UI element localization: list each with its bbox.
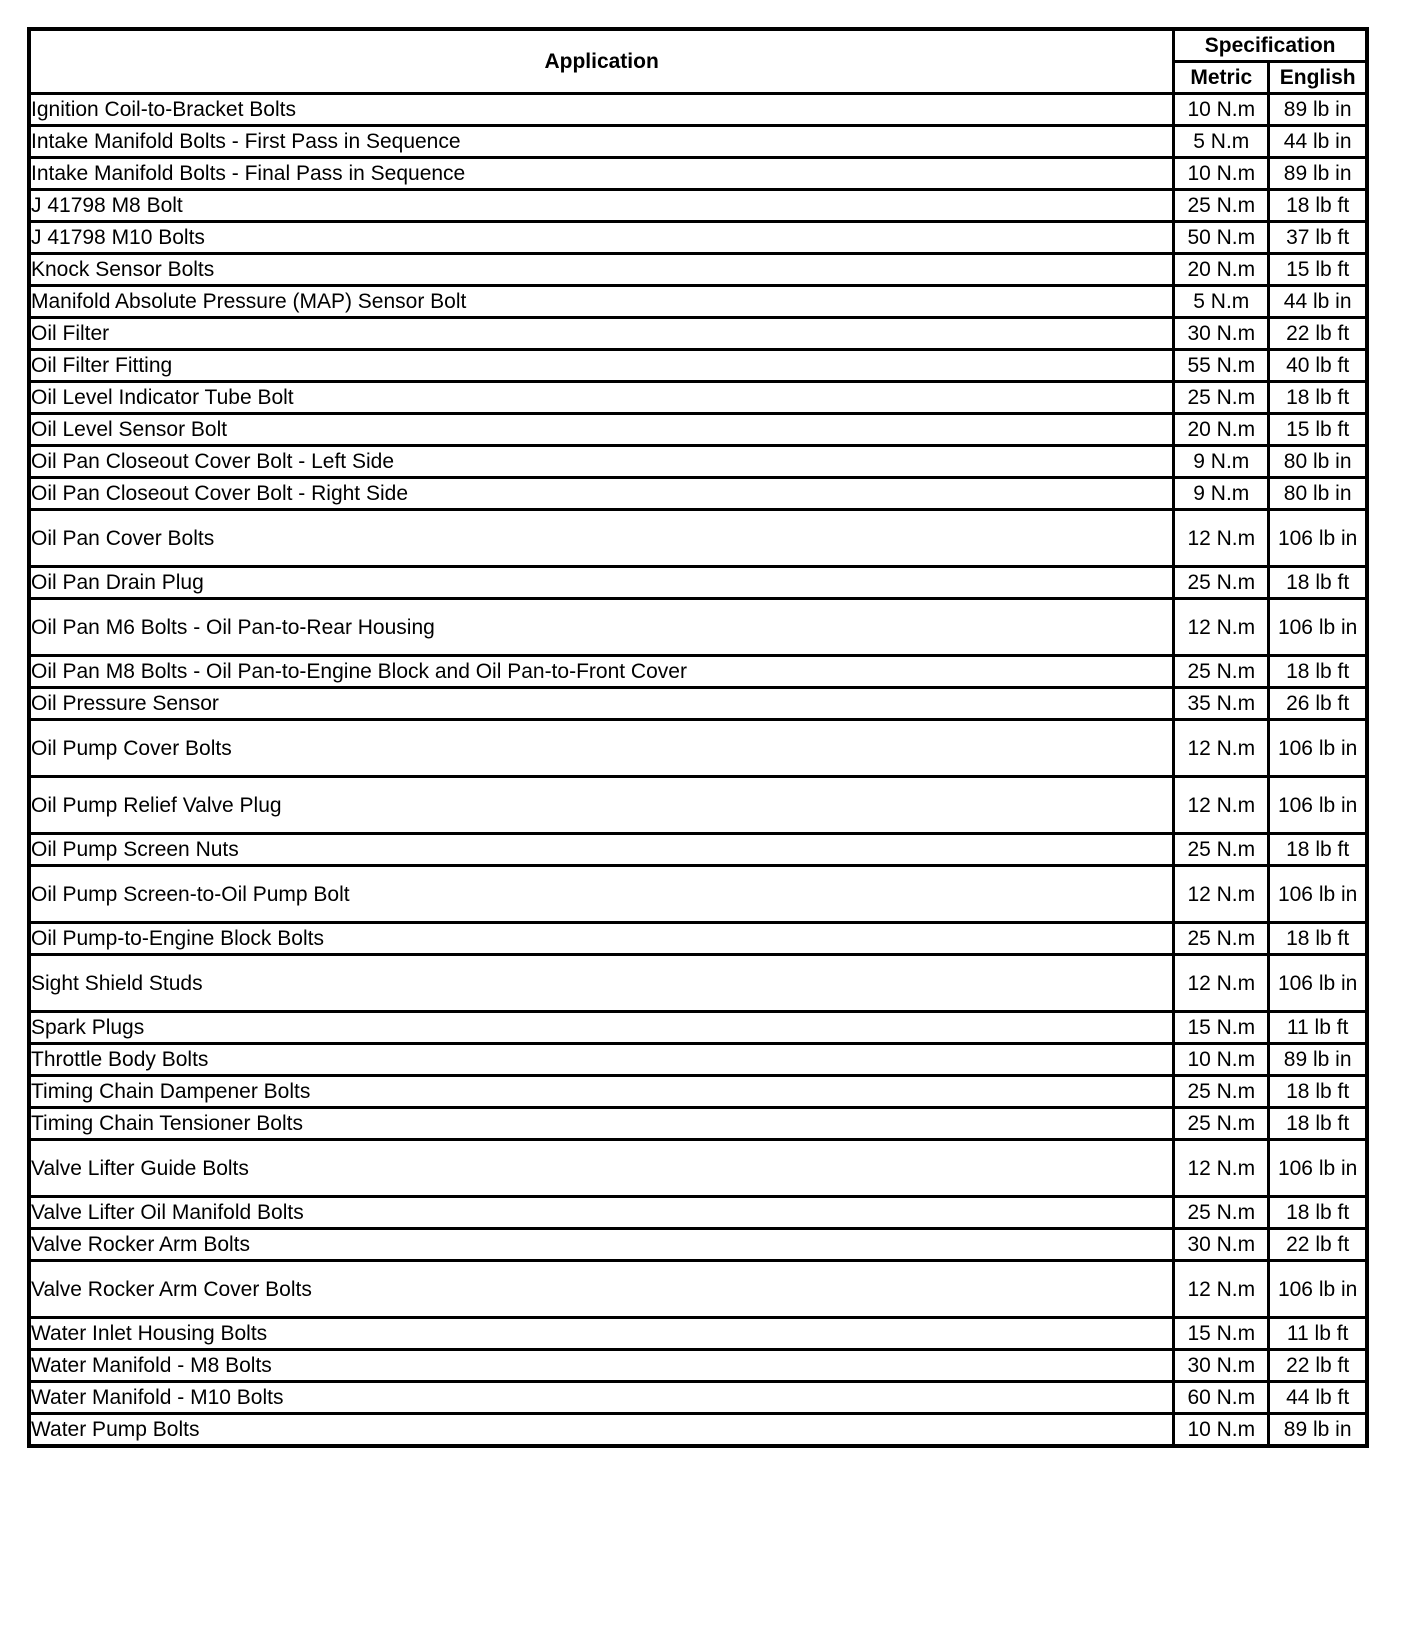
metric-value-cell: 30 N.m bbox=[1174, 318, 1269, 350]
application-cell: Oil Pan Cover Bolts bbox=[29, 510, 1174, 567]
metric-value-cell: 25 N.m bbox=[1174, 834, 1269, 866]
english-value-cell: 22 lb ft bbox=[1269, 1350, 1367, 1382]
application-cell: Intake Manifold Bolts - Final Pass in Sequence bbox=[29, 158, 1174, 190]
metric-value-cell: 5 N.m bbox=[1174, 126, 1269, 158]
metric-value-cell: 12 N.m bbox=[1174, 955, 1269, 1012]
application-cell: Oil Pan M6 Bolts - Oil Pan-to-Rear Housing bbox=[29, 599, 1174, 656]
application-cell: Intake Manifold Bolts - First Pass in Sequence bbox=[29, 126, 1174, 158]
english-value-cell: 22 lb ft bbox=[1269, 1229, 1367, 1261]
metric-value-cell: 10 N.m bbox=[1174, 94, 1269, 126]
table-row bbox=[29, 350, 1367, 382]
table-row bbox=[29, 158, 1367, 190]
english-value-cell: 18 lb ft bbox=[1269, 567, 1367, 599]
metric-value-cell: 20 N.m bbox=[1174, 254, 1269, 286]
english-value-cell: 26 lb ft bbox=[1269, 688, 1367, 720]
metric-value-cell: 12 N.m bbox=[1174, 1261, 1269, 1318]
metric-value-cell: 15 N.m bbox=[1174, 1318, 1269, 1350]
application-cell: J 41798 M10 Bolts bbox=[29, 222, 1174, 254]
metric-value-cell: 15 N.m bbox=[1174, 1012, 1269, 1044]
application-cell: Oil Filter Fitting bbox=[29, 350, 1174, 382]
application-cell: Water Pump Bolts bbox=[29, 1414, 1174, 1447]
english-value-cell: 18 lb ft bbox=[1269, 190, 1367, 222]
english-value-cell: 18 lb ft bbox=[1269, 1197, 1367, 1229]
table-header bbox=[29, 29, 1367, 94]
header-row-top bbox=[29, 29, 1367, 62]
application-cell: Oil Pump Cover Bolts bbox=[29, 720, 1174, 777]
application-cell: Spark Plugs bbox=[29, 1012, 1174, 1044]
application-column-header: Application bbox=[29, 29, 1174, 94]
application-cell: Ignition Coil-to-Bracket Bolts bbox=[29, 94, 1174, 126]
torque-spec-sheet bbox=[27, 27, 1369, 1448]
metric-value-cell: 25 N.m bbox=[1174, 1108, 1269, 1140]
table-row bbox=[29, 446, 1367, 478]
metric-value-cell: 25 N.m bbox=[1174, 1076, 1269, 1108]
table-row bbox=[29, 254, 1367, 286]
application-cell: Oil Pressure Sensor bbox=[29, 688, 1174, 720]
application-cell: Oil Pan M8 Bolts - Oil Pan-to-Engine Block and Oil Pan-to-Front Cover bbox=[29, 656, 1174, 688]
english-value-cell: 40 lb ft bbox=[1269, 350, 1367, 382]
english-value-cell: 37 lb ft bbox=[1269, 222, 1367, 254]
metric-column-header: Metric bbox=[1174, 62, 1269, 94]
table-row bbox=[29, 510, 1367, 567]
english-value-cell: 80 lb in bbox=[1269, 446, 1367, 478]
application-cell: Valve Rocker Arm Bolts bbox=[29, 1229, 1174, 1261]
application-cell: Throttle Body Bolts bbox=[29, 1044, 1174, 1076]
application-cell: Water Manifold - M8 Bolts bbox=[29, 1350, 1174, 1382]
english-value-cell: 18 lb ft bbox=[1269, 1108, 1367, 1140]
table-row bbox=[29, 94, 1367, 126]
metric-value-cell: 50 N.m bbox=[1174, 222, 1269, 254]
english-value-cell: 80 lb in bbox=[1269, 478, 1367, 510]
table-row bbox=[29, 318, 1367, 350]
table-row bbox=[29, 720, 1367, 777]
english-value-cell: 22 lb ft bbox=[1269, 318, 1367, 350]
table-row bbox=[29, 1261, 1367, 1318]
metric-value-cell: 5 N.m bbox=[1174, 286, 1269, 318]
table-row bbox=[29, 834, 1367, 866]
torque-spec-table bbox=[27, 27, 1369, 1448]
metric-value-cell: 12 N.m bbox=[1174, 1140, 1269, 1197]
english-value-cell: 106 lb in bbox=[1269, 777, 1367, 834]
metric-value-cell: 12 N.m bbox=[1174, 510, 1269, 567]
table-row bbox=[29, 190, 1367, 222]
table-row bbox=[29, 1140, 1367, 1197]
table-row bbox=[29, 923, 1367, 955]
table-row bbox=[29, 1108, 1367, 1140]
application-cell: Timing Chain Tensioner Bolts bbox=[29, 1108, 1174, 1140]
english-value-cell: 44 lb in bbox=[1269, 126, 1367, 158]
application-cell: Sight Shield Studs bbox=[29, 955, 1174, 1012]
english-value-cell: 89 lb in bbox=[1269, 1044, 1367, 1076]
english-value-cell: 106 lb in bbox=[1269, 599, 1367, 656]
table-row bbox=[29, 1229, 1367, 1261]
english-value-cell: 18 lb ft bbox=[1269, 923, 1367, 955]
metric-value-cell: 55 N.m bbox=[1174, 350, 1269, 382]
metric-value-cell: 12 N.m bbox=[1174, 777, 1269, 834]
application-cell: Oil Pump Relief Valve Plug bbox=[29, 777, 1174, 834]
metric-value-cell: 35 N.m bbox=[1174, 688, 1269, 720]
english-value-cell: 89 lb in bbox=[1269, 94, 1367, 126]
metric-value-cell: 25 N.m bbox=[1174, 923, 1269, 955]
application-cell: Oil Pan Drain Plug bbox=[29, 567, 1174, 599]
english-value-cell: 44 lb in bbox=[1269, 286, 1367, 318]
english-value-cell: 18 lb ft bbox=[1269, 382, 1367, 414]
table-row bbox=[29, 222, 1367, 254]
metric-value-cell: 9 N.m bbox=[1174, 446, 1269, 478]
table-row bbox=[29, 414, 1367, 446]
application-cell: Oil Filter bbox=[29, 318, 1174, 350]
metric-value-cell: 25 N.m bbox=[1174, 190, 1269, 222]
table-row bbox=[29, 1197, 1367, 1229]
application-cell: Oil Level Indicator Tube Bolt bbox=[29, 382, 1174, 414]
english-value-cell: 106 lb in bbox=[1269, 955, 1367, 1012]
metric-value-cell: 12 N.m bbox=[1174, 599, 1269, 656]
table-row bbox=[29, 1318, 1367, 1350]
table-row bbox=[29, 777, 1367, 834]
metric-value-cell: 30 N.m bbox=[1174, 1229, 1269, 1261]
application-cell: Water Inlet Housing Bolts bbox=[29, 1318, 1174, 1350]
english-value-cell: 18 lb ft bbox=[1269, 1076, 1367, 1108]
metric-value-cell: 25 N.m bbox=[1174, 1197, 1269, 1229]
table-row bbox=[29, 1414, 1367, 1447]
english-value-cell: 44 lb ft bbox=[1269, 1382, 1367, 1414]
metric-value-cell: 25 N.m bbox=[1174, 567, 1269, 599]
english-value-cell: 106 lb in bbox=[1269, 866, 1367, 923]
table-row bbox=[29, 1382, 1367, 1414]
table-row bbox=[29, 688, 1367, 720]
english-value-cell: 18 lb ft bbox=[1269, 656, 1367, 688]
table-row bbox=[29, 1012, 1367, 1044]
table-row bbox=[29, 955, 1367, 1012]
table-row bbox=[29, 382, 1367, 414]
english-value-cell: 106 lb in bbox=[1269, 1261, 1367, 1318]
english-value-cell: 11 lb ft bbox=[1269, 1012, 1367, 1044]
metric-value-cell: 25 N.m bbox=[1174, 382, 1269, 414]
application-cell: Oil Pump Screen-to-Oil Pump Bolt bbox=[29, 866, 1174, 923]
metric-value-cell: 60 N.m bbox=[1174, 1382, 1269, 1414]
application-cell: Valve Lifter Oil Manifold Bolts bbox=[29, 1197, 1174, 1229]
table-row bbox=[29, 599, 1367, 656]
specification-group-header: Specification bbox=[1174, 29, 1367, 62]
metric-value-cell: 12 N.m bbox=[1174, 866, 1269, 923]
english-value-cell: 15 lb ft bbox=[1269, 414, 1367, 446]
application-cell: J 41798 M8 Bolt bbox=[29, 190, 1174, 222]
table-row bbox=[29, 126, 1367, 158]
application-cell: Oil Pump-to-Engine Block Bolts bbox=[29, 923, 1174, 955]
application-cell: Oil Pan Closeout Cover Bolt - Right Side bbox=[29, 478, 1174, 510]
metric-value-cell: 10 N.m bbox=[1174, 1414, 1269, 1447]
application-cell: Manifold Absolute Pressure (MAP) Sensor Bolt bbox=[29, 286, 1174, 318]
metric-value-cell: 12 N.m bbox=[1174, 720, 1269, 777]
table-row bbox=[29, 1076, 1367, 1108]
metric-value-cell: 25 N.m bbox=[1174, 656, 1269, 688]
metric-value-cell: 10 N.m bbox=[1174, 158, 1269, 190]
metric-value-cell: 20 N.m bbox=[1174, 414, 1269, 446]
english-value-cell: 15 lb ft bbox=[1269, 254, 1367, 286]
english-value-cell: 106 lb in bbox=[1269, 1140, 1367, 1197]
english-column-header: English bbox=[1269, 62, 1367, 94]
metric-value-cell: 30 N.m bbox=[1174, 1350, 1269, 1382]
english-value-cell: 11 lb ft bbox=[1269, 1318, 1367, 1350]
application-cell: Valve Lifter Guide Bolts bbox=[29, 1140, 1174, 1197]
table-row bbox=[29, 866, 1367, 923]
table-row bbox=[29, 478, 1367, 510]
application-cell: Water Manifold - M10 Bolts bbox=[29, 1382, 1174, 1414]
table-row bbox=[29, 567, 1367, 599]
application-cell: Valve Rocker Arm Cover Bolts bbox=[29, 1261, 1174, 1318]
table-row bbox=[29, 656, 1367, 688]
application-cell: Oil Pump Screen Nuts bbox=[29, 834, 1174, 866]
english-value-cell: 89 lb in bbox=[1269, 1414, 1367, 1447]
table-row bbox=[29, 286, 1367, 318]
application-cell: Oil Level Sensor Bolt bbox=[29, 414, 1174, 446]
table-row bbox=[29, 1350, 1367, 1382]
metric-value-cell: 10 N.m bbox=[1174, 1044, 1269, 1076]
application-cell: Knock Sensor Bolts bbox=[29, 254, 1174, 286]
table-row bbox=[29, 1044, 1367, 1076]
application-cell: Timing Chain Dampener Bolts bbox=[29, 1076, 1174, 1108]
english-value-cell: 106 lb in bbox=[1269, 720, 1367, 777]
table-body bbox=[29, 94, 1367, 1447]
metric-value-cell: 9 N.m bbox=[1174, 478, 1269, 510]
english-value-cell: 106 lb in bbox=[1269, 510, 1367, 567]
application-cell: Oil Pan Closeout Cover Bolt - Left Side bbox=[29, 446, 1174, 478]
english-value-cell: 89 lb in bbox=[1269, 158, 1367, 190]
english-value-cell: 18 lb ft bbox=[1269, 834, 1367, 866]
